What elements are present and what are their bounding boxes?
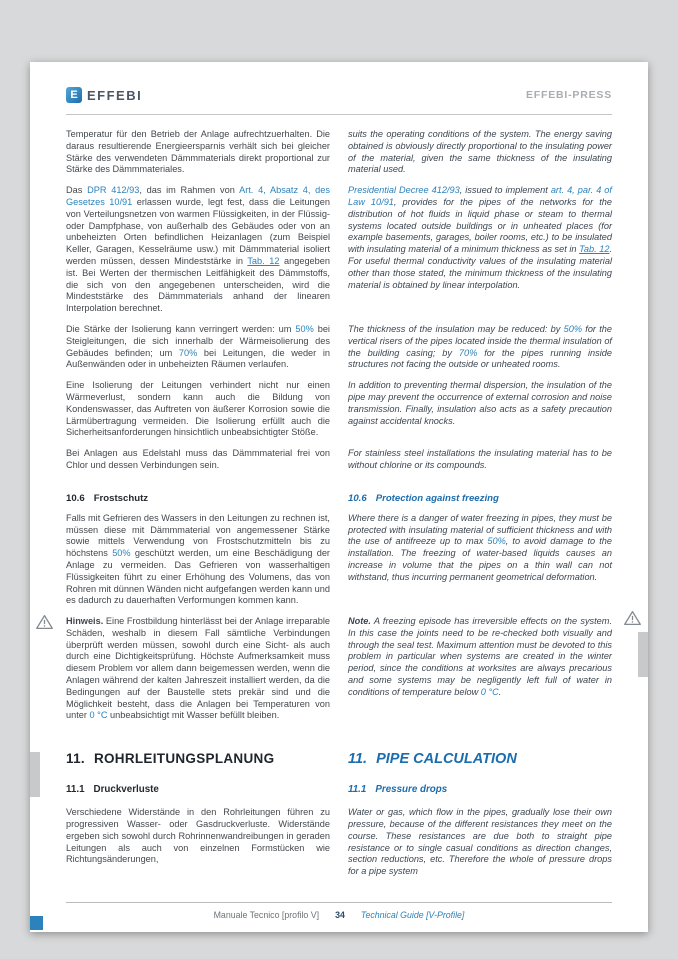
footer-divider (66, 902, 612, 903)
paragraph-en-reduction (348, 324, 612, 371)
page-content (30, 62, 648, 878)
heading-label: Druckverluste (93, 784, 159, 796)
paragraph-de-benefits: Eine Isolierung der Leitungen verhindert nicht nur einen Wärmeverlust, sondern kann auch die Bildung von Kondenswasser, das Auftreten von äußerer Korrosion sowie die Lärmübertragung vermeiden. Die Isolierung erfüllt auch die Sicherheitsanforderungen hinsichtlich unbeabsichtigter Stöße. (66, 380, 330, 438)
heading-number: 10.6 (348, 492, 367, 504)
text-segment: bei Steigleitungen, die sich innerhalb der Wärmeisolierung des Gebäudes befinden; um (66, 323, 330, 358)
text-segment: . For useful thermal conductivity values of the insulating material other than those stated, the minimum thickness of the insulating material is obtained by linear interpolation. (348, 244, 612, 290)
heading-111-en (348, 784, 612, 795)
inline-link[interactable]: 50% (112, 548, 131, 559)
text-segment: angegeben ist. Bei Werten der thermischen Leitfähigkeit des Dämmstoffs, die sich von den angegebenen unterscheiden, wird die Mindeststärke des Dämmmaterials anhand der linearen Interpolation berechnet. (66, 255, 330, 314)
text-segment: Note. (348, 616, 371, 627)
heading-11-en (348, 751, 612, 767)
paragraph-en-freezing (348, 513, 612, 584)
text-segment: Das (66, 185, 88, 196)
inline-link[interactable]: 0 °C (89, 710, 108, 721)
footer-manual-title: Manuale Tecnico [profilo V] (213, 910, 320, 920)
text-segment: , das im Rahmen von (139, 185, 240, 196)
heading-106-en (348, 493, 612, 504)
heading-11-de (66, 751, 330, 766)
heading-106-de (66, 493, 330, 504)
effebi-logo (66, 87, 142, 103)
heading-111-de (66, 784, 330, 795)
text-segment: bei Leitungen, die weder in Außenwänden oder in unbeheizten Räumen verlaufen. (66, 347, 331, 370)
note-block-de (66, 616, 330, 722)
warning-triangle-icon (36, 614, 53, 630)
section-tab-left (30, 752, 40, 797)
heading-label: ROHRLEITUNGSPLANUNG (93, 751, 275, 767)
inline-link[interactable]: 50% (295, 323, 314, 334)
section-tab-right (638, 632, 648, 677)
text-segment: Eine Frostbildung hinterlässt bei der Anlage irreparable Schäden, weshalb in diesem Fall sämtliche Verbindungen überprüft werden müssen, sowohl durch eine Sicht- als auch durch eine Dichtigkeitsprüfung. Höchste Aufmerksamkeit muss diesem Problem vor allem dann beigemessen werden, wenn die Anlagen während der kalten Jahreszeit installiert werden, da die Bedingungen auf der Baustelle stets prekär sind und die Möglichkeit besteht, dass die Anlagen bei Temperaturen von unter (66, 616, 330, 721)
text-segment: for the vertical risers of the pipes located inside the thermal insulation of the building casing; by (348, 323, 612, 358)
text-segment: Where there is a danger of water freezing in pipes, they must be protected with insulating material of sufficient thickness and with the use of antifreeze up to max (348, 512, 612, 547)
footer-guide-title: Technical Guide [V-Profile] (360, 910, 465, 920)
paragraph-en-stainless: For stainless steel installations the insulating material has to be without chlorine or its compounds. (348, 448, 612, 470)
heading-number: 10.6 (66, 492, 85, 504)
paragraph-en-benefits: In addition to preventing thermal dispersion, the insulation of the pipe may prevent the occurrence of external corrosion and noise transmission. Finally, insulation also acts as a safety precaution against accidental knocks. (348, 380, 612, 426)
paragraph-de-intro: Temperatur für den Betrieb der Anlage aufrechtzuerhalten. Die daraus resultierende Energieersparnis verhält sich bei gleicher Stärke des verwendeten Dämmmaterials direkt proportional zur Stärke des Dämmmateriales. (66, 129, 330, 175)
paragraph-en-intro: suits the operating conditions of the system. The energy saving obtained is obviously directly proportional to the insulating power of the material, given the same thickness of the insulating material used. (348, 129, 612, 175)
warning-icon (624, 610, 641, 631)
text-segment: for the pipes running inside structures not facing the outside or unheated rooms. (348, 347, 613, 370)
paragraph-de-freezing (66, 513, 330, 607)
document-page (30, 62, 648, 932)
inline-link[interactable]: art. 4, par. 4 of Law 10/91 (348, 185, 612, 207)
inline-link[interactable]: DPR 412/93 (87, 185, 140, 196)
inline-link[interactable]: Tab. 12 (579, 244, 610, 255)
header-divider (66, 114, 612, 115)
page-number: 34 (335, 910, 345, 920)
paragraph-en-decree (348, 185, 612, 291)
content-columns (66, 129, 612, 878)
footer-text (66, 910, 612, 920)
text-segment: Hinweis. (66, 616, 104, 627)
text-segment: The thickness of the insulation may be reduced: by (348, 323, 564, 334)
heading-label: PIPE CALCULATION (376, 751, 517, 768)
text-segment: A freezing episode has irreversible effects on the system. In this case the joints need to be re-checked both visually and through the seal test. Maximum attention must be devoted to this problem in particular when systems are created in the winter period, since the conditions at worksites are always precarious and some systems may be negligently left full of water in conditions of temperature below (348, 616, 612, 697)
heading-number: 11. (66, 751, 85, 767)
paragraph-en-pressure: Water or gas, which flow in the pipes, gradually lose their own pressure, because of the different resistances they meet on the course. These resistances are due both to straight pipe resistance or to single casual conditions as direction changes, section reductions, etc. Therefore the whole of pressure drops for a pipe system (348, 807, 612, 877)
heading-number: 11.1 (66, 784, 85, 796)
text-segment: , issued to implement (459, 185, 551, 196)
note-paragraph-en (348, 616, 612, 699)
page-header (66, 82, 612, 108)
text-segment: . (498, 686, 502, 697)
paragraph-de-reduction (66, 324, 330, 371)
text-segment: , to avoid damage to the installation. The freezing of water-based liquids causes an increase in volume that the pipes on a thin wall can not withstand, thus incurring permanent geometrical deformation. (348, 536, 613, 582)
inline-link[interactable]: 70% (178, 347, 198, 358)
inline-link[interactable]: 50% (487, 536, 506, 547)
inline-link[interactable]: 50% (563, 323, 583, 334)
paragraph-de-pressure: Verschiedene Widerstände in den Rohrleitungen führen zu progressiven Wasser- oder Gasdruckverluste. Widerstände ergeben sich sowohl durch Rohrinnenwandreibungen in geraden Leitungen als auch von einzelnen Formstücken wie Richtungsänderungen, (66, 807, 330, 865)
heading-number: 11. (348, 751, 368, 768)
chapter-tab-bottom (30, 916, 43, 930)
inline-link[interactable]: Art. 4, Absatz 4, des Gesetzes 10/91 (66, 185, 330, 207)
note-paragraph-de (66, 616, 330, 722)
heading-label: Protection against freezing (375, 492, 499, 504)
text-segment: erlassen wurde, legt fest, dass die Leitungen von Verteilungsnetzen von warmen Flüssigkeiten, in der Flüssig- oder Dampfphase, von außerhalb des Gebäudes oder von an unbeheizten Orten befindlichen Heizanlagen (zum Beispiel Keller, Garagen, Kesselräume usw.) mit Dämmmaterial isoliert werden müssen, dessen Mindeststärke in (66, 196, 330, 266)
note-block-en (348, 616, 612, 699)
paragraph-de-decree (66, 185, 330, 315)
text-segment: , provides for the pipes of the networks for the distribution of hot fluids in liquid phase or steam to thermal systems located outside buildings or in unheated places (for example basements, garages, boiler rooms, etc.) to be insulated with insulating material of a minimum thickness as set in (348, 196, 612, 255)
page-footer (66, 902, 612, 920)
inline-link[interactable]: 0 °C (480, 686, 499, 697)
text-segment: Die Stärke der Isolierung kann verringert werden: um (66, 323, 296, 334)
heading-label: Frostschutz (93, 492, 149, 504)
text-segment: geschützt werden, um eine Beschädigung der Anlage zu vermeiden. Das Gefrieren von wasserhaltigen Flüssigkeiten führt zu einer Erhöhung des Volumens, das von Rohren mit dünnen Wänden nicht aufgefangen werden kann und es dadurch zu dauerhaften Verformungen kommen kann. (66, 548, 330, 606)
effebi-logo-icon: E (66, 87, 82, 103)
heading-label: Pressure drops (375, 784, 448, 796)
text-segment: Falls mit Gefrieren des Wassers in den Leitungen zu rechnen ist, müssen diese mit Dämmmaterial von angemessener Stärke sowie mittels Verwendung von Frostschutzmitteln bis zu höchstens (66, 512, 330, 559)
inline-link[interactable]: 70% (458, 347, 478, 358)
paragraph-de-stainless: Bei Anlagen aus Edelstahl muss das Dämmmaterial frei von Chlor und dessen Verbindungen sein. (66, 448, 330, 470)
warning-icon (36, 614, 53, 635)
inline-link[interactable]: Tab. 12 (247, 255, 280, 266)
inline-link[interactable]: Presidential Decree 412/93 (348, 185, 460, 196)
warning-triangle-icon (624, 610, 641, 626)
effebi-logo-text: EFFEBI (87, 87, 143, 103)
press-label: EFFEBI-PRESS (525, 89, 612, 101)
text-segment: unbeabsichtigt mit Wasser befüllt bleiben. (107, 710, 280, 721)
heading-number: 11.1 (348, 784, 367, 796)
